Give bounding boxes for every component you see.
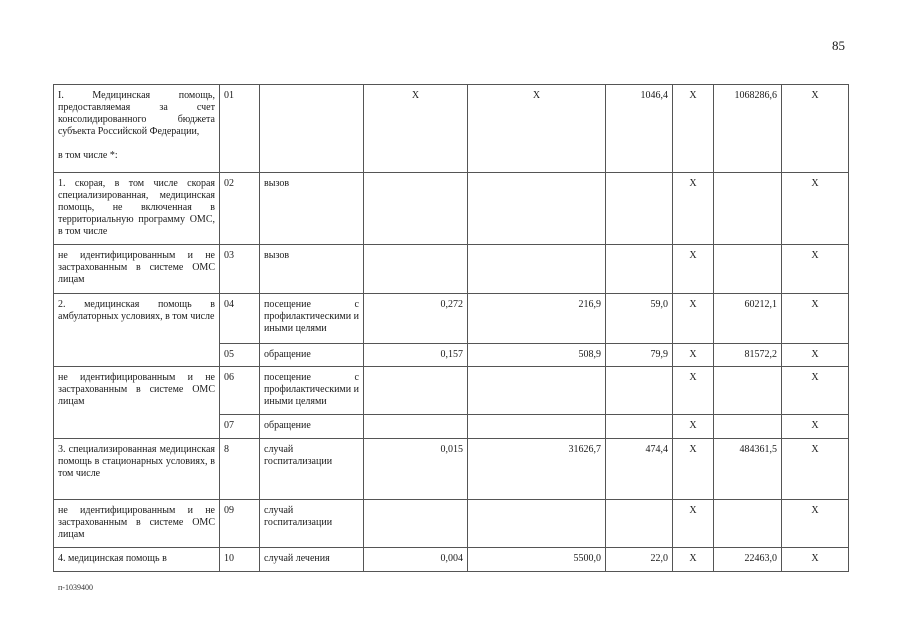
row-code: 04 (220, 294, 260, 344)
row-value-c4 (468, 415, 606, 439)
row-value-c5: 79,9 (606, 344, 673, 367)
row-code: 02 (220, 173, 260, 245)
row-value-c4 (468, 500, 606, 548)
row-value-c6: X (673, 85, 714, 173)
row-value-c3: X (364, 85, 468, 173)
row-value-c6: X (673, 439, 714, 500)
row-value-c5 (606, 500, 673, 548)
row-value-c5: 59,0 (606, 294, 673, 344)
row-value-c3: 0,157 (364, 344, 468, 367)
row-unit: посещение с профилактическими и иными целями (260, 294, 364, 344)
table-row (54, 245, 849, 294)
row-value-c8: X (782, 173, 849, 245)
row-value-c7 (714, 245, 782, 294)
document-code: п-1039400 (58, 583, 93, 592)
row-unit: вызов (260, 173, 364, 245)
row-unit: посещение с профилактическими и иными целями (260, 367, 364, 415)
row-value-c8: X (782, 245, 849, 294)
row-value-c6: X (673, 294, 714, 344)
row-value-c6: X (673, 344, 714, 367)
row-value-c6: X (673, 415, 714, 439)
row-value-c4 (468, 173, 606, 245)
row-value-c7: 1068286,6 (714, 85, 782, 173)
row-value-c6: X (673, 367, 714, 415)
row-value-c3 (364, 245, 468, 294)
table-row (54, 173, 849, 245)
row-code: 07 (220, 415, 260, 439)
row-name: 3. специализированная медицинская помощь в стационарных условиях, в том числе (54, 439, 220, 500)
row-value-c5 (606, 173, 673, 245)
row-value-c3: 0,004 (364, 548, 468, 572)
row-value-c3 (364, 173, 468, 245)
row-value-c8: X (782, 548, 849, 572)
row-name: не идентифицированным и не застрахованным в системе ОМС лицам (54, 500, 220, 548)
row-name-cell (54, 85, 220, 173)
row-name: 4. медицинская помощь в (54, 548, 220, 572)
row-unit: обращение (260, 344, 364, 367)
row-value-c4: 508,9 (468, 344, 606, 367)
row-value-c7: 81572,2 (714, 344, 782, 367)
row-code: 03 (220, 245, 260, 294)
row-unit: случай лечения (260, 548, 364, 572)
medical-care-table (53, 84, 849, 572)
row-value-c7 (714, 500, 782, 548)
row-value-c3: 0,272 (364, 294, 468, 344)
row-value-c3: 0,015 (364, 439, 468, 500)
row-unit: вызов (260, 245, 364, 294)
table-row (54, 367, 849, 415)
row-name: не идентифицированным и не застрахованным в системе ОМС лицам (54, 245, 220, 294)
row-code: 01 (220, 85, 260, 173)
row-name: 1. скорая, в том числе скорая специализированная, медицинская помощь, не включенная в территориальную программу ОМС, в том числе (54, 173, 220, 245)
row-value-c6: X (673, 500, 714, 548)
row-value-c7: 22463,0 (714, 548, 782, 572)
row-value-c5 (606, 415, 673, 439)
table-row (54, 85, 849, 173)
row-value-c8: X (782, 85, 849, 173)
table-row (54, 548, 849, 572)
row-code: 8 (220, 439, 260, 500)
row-value-c8: X (782, 367, 849, 415)
row-value-c4 (468, 367, 606, 415)
row-value-c3 (364, 367, 468, 415)
row-name: 2. медицинская помощь в амбулаторных условиях, в том числе (54, 294, 220, 367)
row-unit: обращение (260, 415, 364, 439)
row-value-c8: X (782, 294, 849, 344)
row-code: 06 (220, 367, 260, 415)
table-row (54, 500, 849, 548)
row-name: I. Медицинская помощь, предоставляемая за счет консолидированного бюджета субъекта Российской Федерации, (58, 90, 215, 137)
row-value-c5: 22,0 (606, 548, 673, 572)
row-value-c7 (714, 367, 782, 415)
row-value-c7 (714, 173, 782, 245)
page-number: 85 (832, 38, 845, 53)
table-row (54, 294, 849, 344)
row-value-c4: X (468, 85, 606, 173)
row-value-c4: 5500,0 (468, 548, 606, 572)
row-value-c5 (606, 367, 673, 415)
row-value-c8: X (782, 439, 849, 500)
row-value-c5 (606, 245, 673, 294)
row-code: 10 (220, 548, 260, 572)
row-value-c8: X (782, 415, 849, 439)
row-value-c8: X (782, 344, 849, 367)
row-value-c5: 474,4 (606, 439, 673, 500)
row-value-c4: 31626,7 (468, 439, 606, 500)
row-name: не идентифицированным и не застрахованным в системе ОМС лицам (54, 367, 220, 439)
row-value-c7: 60212,1 (714, 294, 782, 344)
row-unit: случай госпитализации (260, 439, 364, 500)
row-value-c6: X (673, 245, 714, 294)
row-unit: случай госпитализации (260, 500, 364, 548)
row-value-c5: 1046,4 (606, 85, 673, 173)
row-value-c6: X (673, 548, 714, 572)
row-value-c4: 216,9 (468, 294, 606, 344)
row-name-extra: в том числе *: (58, 150, 118, 161)
row-value-c3 (364, 500, 468, 548)
row-value-c8: X (782, 500, 849, 548)
row-value-c7 (714, 415, 782, 439)
row-code: 09 (220, 500, 260, 548)
row-value-c6: X (673, 173, 714, 245)
row-value-c4 (468, 245, 606, 294)
row-code: 05 (220, 344, 260, 367)
row-unit (260, 85, 364, 173)
row-value-c3 (364, 415, 468, 439)
table-row (54, 439, 849, 500)
row-value-c7: 484361,5 (714, 439, 782, 500)
